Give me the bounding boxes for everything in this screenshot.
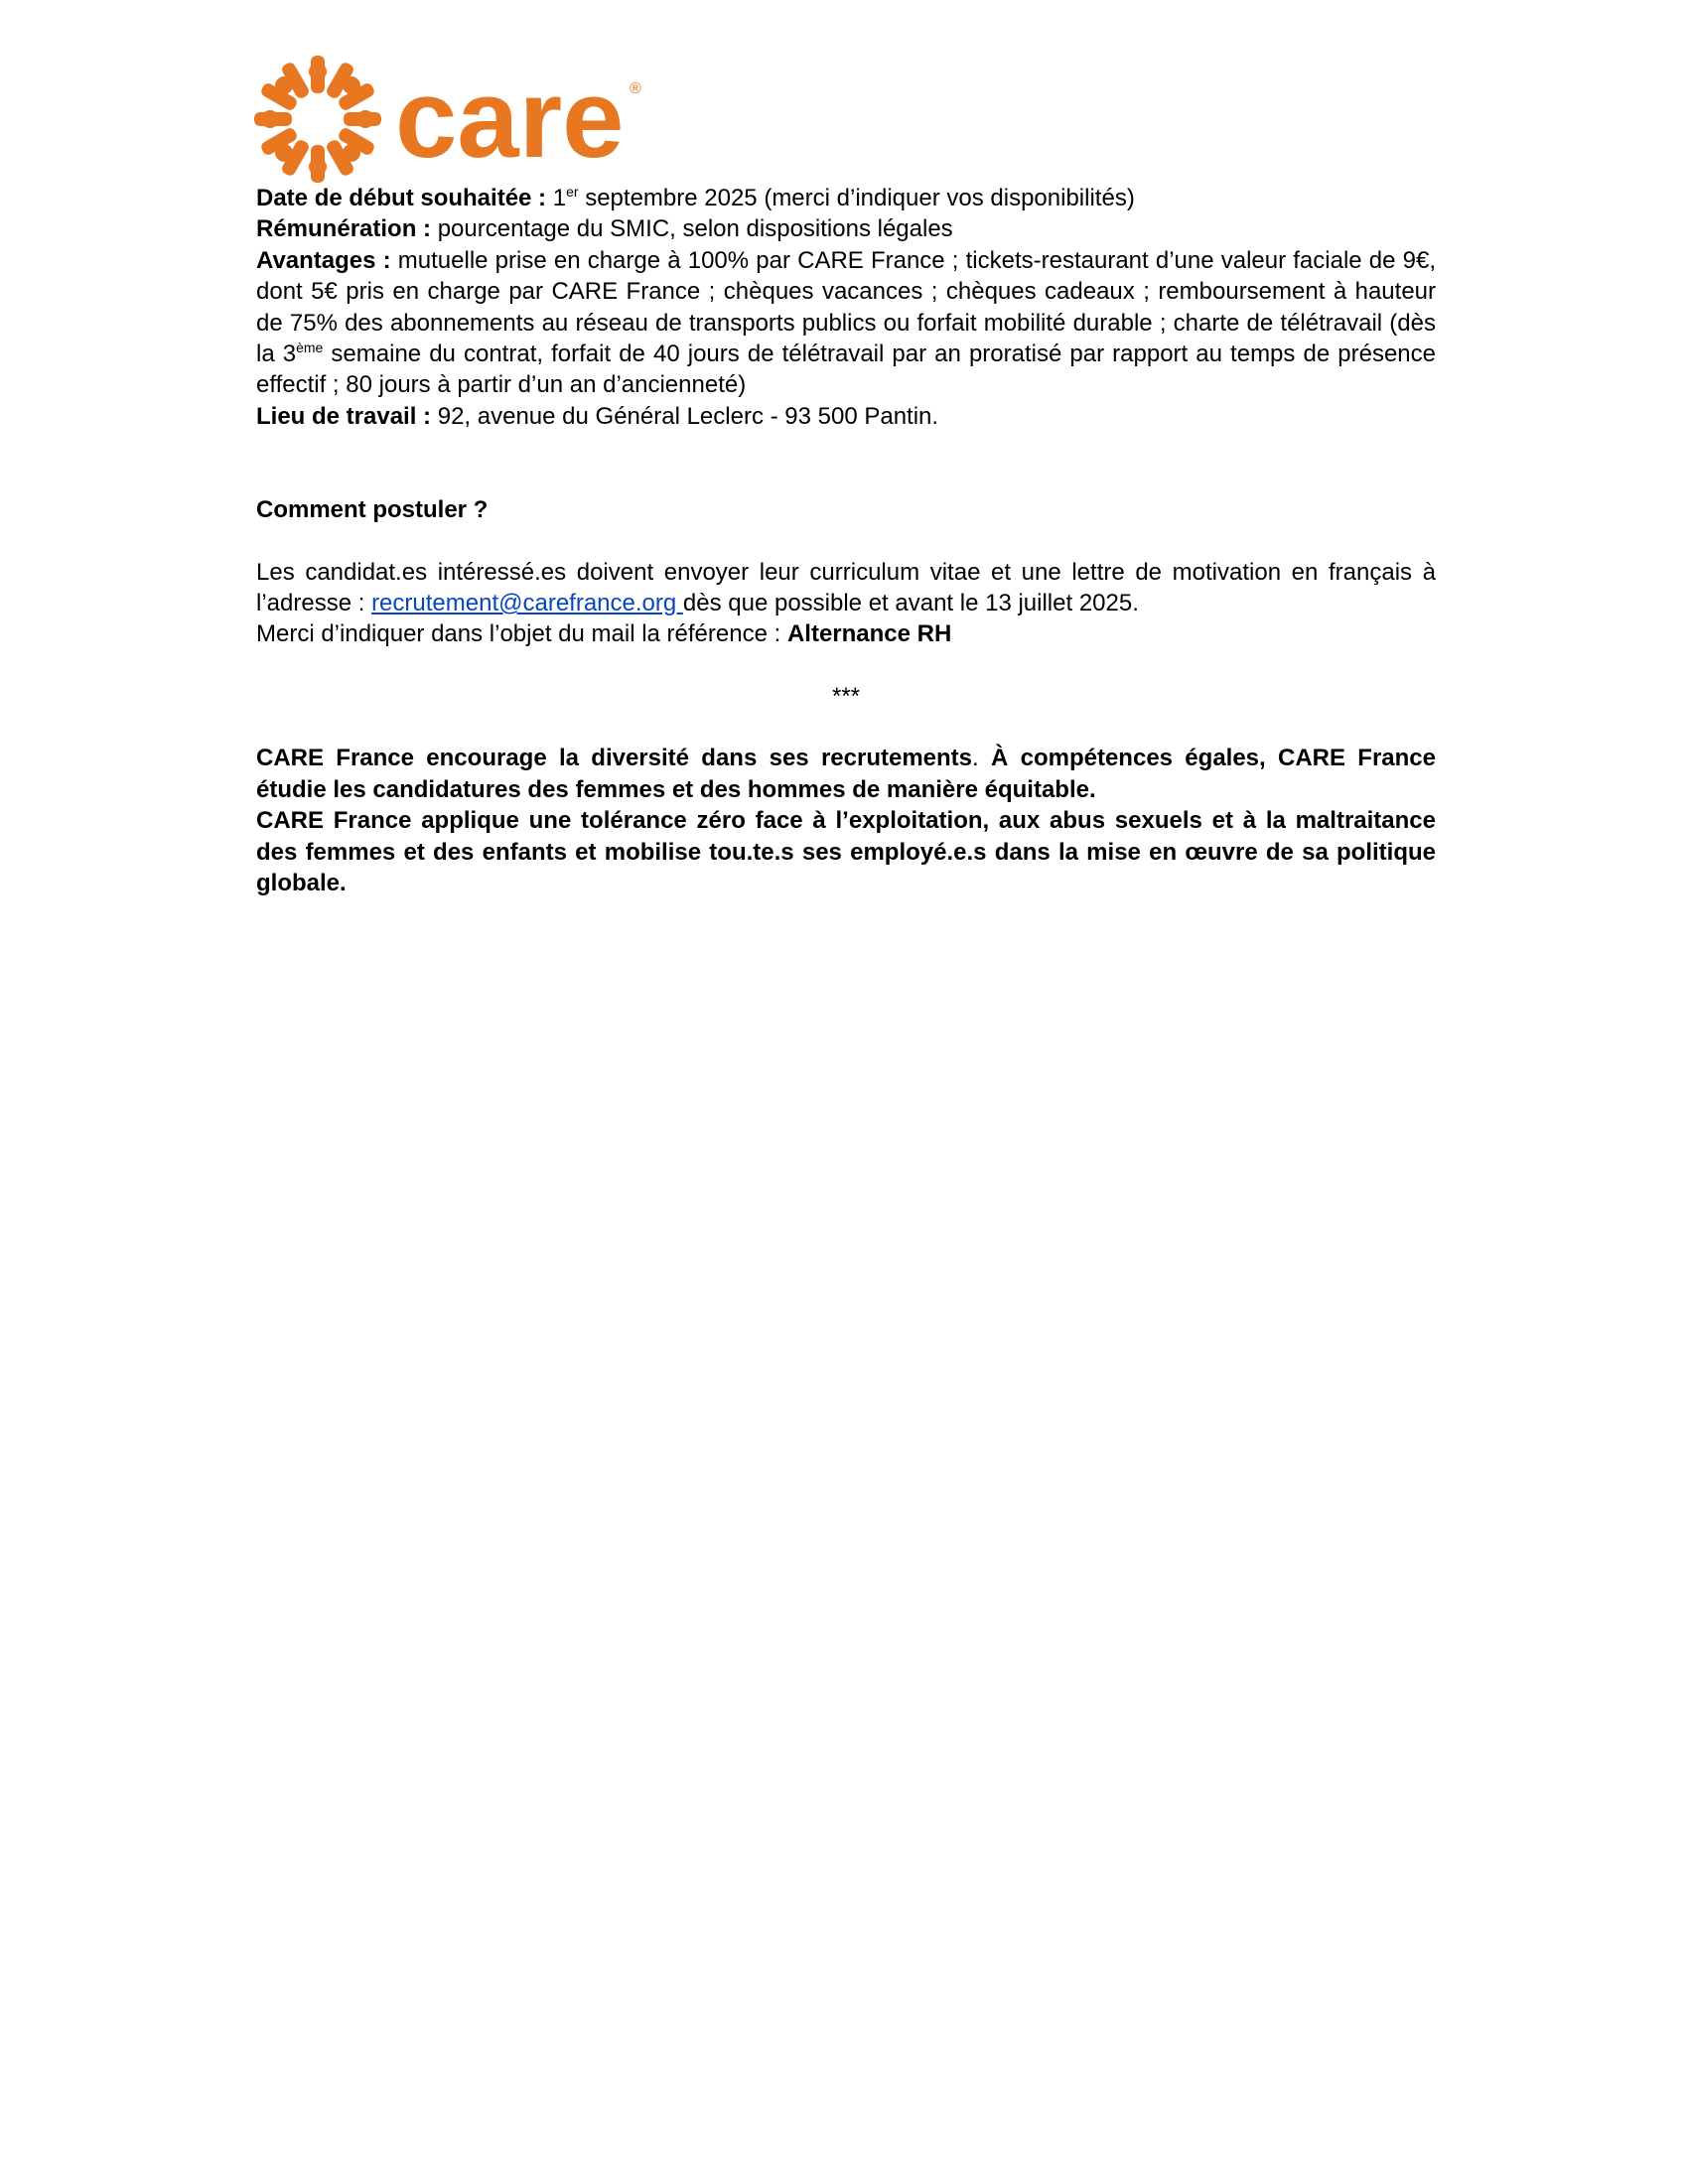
zero-tolerance-statement <box>256 805 1436 898</box>
benefits-paragraph <box>256 245 1436 401</box>
diversity-statement <box>256 743 1436 805</box>
start-date-value: septembre 2025 (merci d’indiquer vos disponibilités) <box>585 185 1135 211</box>
job-offer-body <box>256 183 1436 898</box>
benefits-superscript: ème <box>296 340 324 356</box>
salary-label: Rémunération : <box>256 215 432 243</box>
apply-instructions <box>256 557 1436 619</box>
spacer <box>256 526 1436 557</box>
spacer <box>256 650 1436 681</box>
registered-mark: ® <box>630 80 641 97</box>
zero-tolerance-text: CARE France applique une tolérance zéro face à l’exploitation, aux abus sexuels et à la maltraitance des femmes et des enfants et mobilise tou.te.s ses employé.e.s dans la mise en œuvre de sa politique globale. <box>256 807 1436 896</box>
salary-line <box>256 213 1436 244</box>
reference-line <box>256 618 1436 649</box>
care-logo-text: care <box>395 57 625 181</box>
diversity-text-a: CARE France encourage la diversité dans ses recrutements <box>256 745 973 772</box>
start-date-superscript: er <box>566 184 579 200</box>
benefits-text-part1: mutuelle prise en charge à 100% par CARE France ; tickets-restaurant d’une valeur faciale de 9€, dont 5€ pris en charge par CARE France ; chèques vacances ; chèques cadeaux ; remboursement à hauteur de 75% des abonnements au réseau de transports publics ou forfait mobilité durable ; charte de télétravail (dès la 3 <box>256 246 1436 368</box>
salary-value: pourcentage du SMIC, selon dispositions légales <box>437 215 953 243</box>
section-separator: *** <box>831 682 861 710</box>
reference-instruction: Merci d’indiquer dans l’objet du mail la référence : <box>256 620 781 648</box>
benefits-label: Avantages : <box>256 246 391 274</box>
care-logo-graphic <box>254 54 651 185</box>
reference-value: Alternance RH <box>786 620 952 648</box>
spacer <box>256 432 1436 494</box>
start-date-line <box>256 183 1436 213</box>
spacer <box>256 712 1436 743</box>
apply-heading: Comment postuler ? <box>256 496 489 524</box>
workplace-label: Lieu de travail : <box>256 402 432 430</box>
apply-deadline-text: dès que possible et avant le 13 juillet 2025. <box>682 590 1139 617</box>
workplace-line <box>256 401 1436 432</box>
start-date-label: Date de début souhaitée : <box>256 185 547 211</box>
workplace-value: 92, avenue du Général Leclerc - 93 500 Pantin. <box>437 402 939 430</box>
care-logo <box>254 54 651 185</box>
start-date-number: 1 <box>552 185 567 211</box>
diversity-text-b: À compétences égales, CARE France étudie les candidatures des femmes et des hommes de manière équitable. <box>256 745 1436 803</box>
recruitment-email-link[interactable]: recrutement@carefrance.org <box>371 590 683 617</box>
diversity-dot: . <box>972 745 979 772</box>
apply-intro-text: Les candidat.es intéressé.es doivent envoyer leur curriculum vitae et une lettre de motivation en français à l’adresse : <box>256 558 1436 617</box>
benefits-text-part2: semaine du contrat, forfait de 40 jours de télétravail par an proratisé par rapport au temps de présence effectif ; 80 jours à partir d’un an d’ancienneté) <box>256 341 1436 399</box>
